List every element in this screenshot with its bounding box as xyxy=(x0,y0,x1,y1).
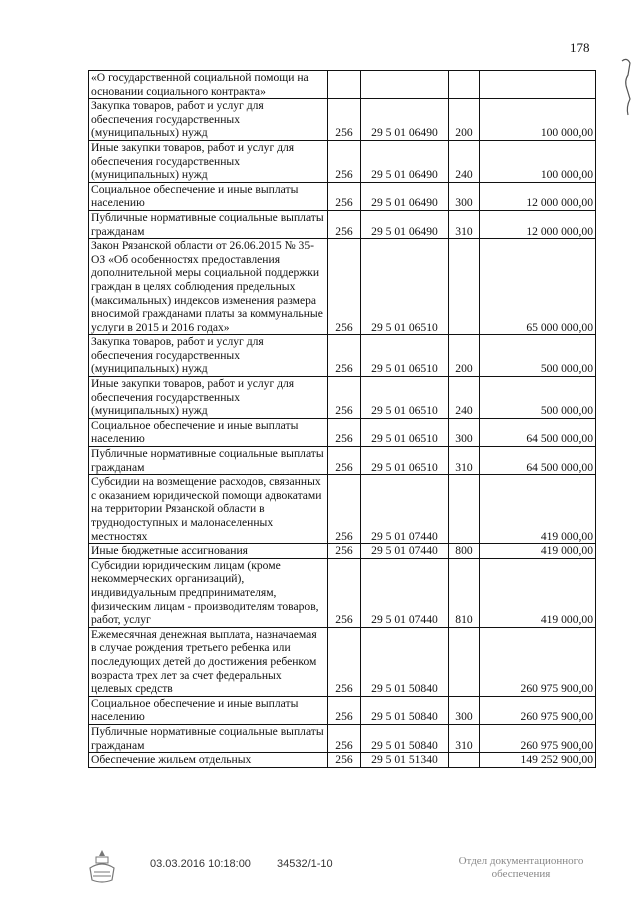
cell-code: 256 xyxy=(328,475,361,544)
cell-vr: 310 xyxy=(449,447,480,475)
cell-amount: 419 000,00 xyxy=(480,544,596,559)
table-row xyxy=(89,558,596,627)
cell-code: 256 xyxy=(328,696,361,724)
table-row xyxy=(89,71,596,99)
table-row xyxy=(89,239,596,335)
cell-csr: 29 5 01 51340 xyxy=(361,753,449,768)
cell-code: 256 xyxy=(328,210,361,238)
cell-vr: 800 xyxy=(449,544,480,559)
cell-csr xyxy=(361,71,449,99)
cell-csr: 29 5 01 06490 xyxy=(361,99,449,141)
cell-vr: 240 xyxy=(449,377,480,419)
cell-name: Закон Рязанской области от 26.06.2015 № 35-ОЗ «Об особенностях предоставления дополнительной меры социальной поддержки граждан в целях соблюдения предельных (максимальных) индексов изменения размера вносимой гражданами платы за коммунальные услуги в 2015 и 2016 годах» xyxy=(89,239,328,335)
cell-code: 256 xyxy=(328,627,361,696)
cell-amount: 100 000,00 xyxy=(480,99,596,141)
cell-csr: 29 5 01 07440 xyxy=(361,544,449,559)
cell-csr: 29 5 01 06490 xyxy=(361,140,449,182)
cell-code: 256 xyxy=(328,140,361,182)
cell-amount: 500 000,00 xyxy=(480,377,596,419)
table-row xyxy=(89,140,596,182)
cell-code: 256 xyxy=(328,335,361,377)
table-row xyxy=(89,182,596,210)
table-row xyxy=(89,377,596,419)
cell-code: 256 xyxy=(328,99,361,141)
table-row xyxy=(89,99,596,141)
cell-vr: 200 xyxy=(449,99,480,141)
cell-code xyxy=(328,71,361,99)
cell-csr: 29 5 01 06490 xyxy=(361,210,449,238)
cell-name: Субсидии на возмещение расходов, связанных с оказанием юридической помощи адвокатами на территории Рязанской области в труднодоступных и малонаселенных местностях xyxy=(89,475,328,544)
cell-amount: 419 000,00 xyxy=(480,475,596,544)
table-row xyxy=(89,210,596,238)
cell-amount: 149 252 900,00 xyxy=(480,753,596,768)
cell-name: Социальное обеспечение и иные выплаты населению xyxy=(89,182,328,210)
cell-csr: 29 5 01 06510 xyxy=(361,418,449,446)
cell-vr xyxy=(449,753,480,768)
cell-amount: 64 500 000,00 xyxy=(480,418,596,446)
cell-name: Закупка товаров, работ и услуг для обеспечения государственных (муниципальных) нужд xyxy=(89,335,328,377)
table-row xyxy=(89,418,596,446)
cell-csr: 29 5 01 50840 xyxy=(361,696,449,724)
cell-name: Закупка товаров, работ и услуг для обеспечения государственных (муниципальных) нужд xyxy=(89,99,328,141)
table-row xyxy=(89,724,596,752)
cell-vr: 810 xyxy=(449,558,480,627)
cell-code: 256 xyxy=(328,239,361,335)
cell-csr: 29 5 01 50840 xyxy=(361,627,449,696)
cell-name: Социальное обеспечение и иные выплаты населению xyxy=(89,418,328,446)
cell-csr: 29 5 01 06510 xyxy=(361,335,449,377)
table-row xyxy=(89,447,596,475)
cell-vr: 240 xyxy=(449,140,480,182)
footer-datetime: 03.03.2016 10:18:00 xyxy=(150,858,251,870)
cell-name: Ежемесячная денежная выплата, назначаемая в случае рождения третьего ребенка или последующих детей до достижения ребенком возраста трех лет за счет федеральных целевых средств xyxy=(89,627,328,696)
cell-amount: 260 975 900,00 xyxy=(480,724,596,752)
table-row xyxy=(89,335,596,377)
cell-name: Социальное обеспечение и иные выплаты населению xyxy=(89,696,328,724)
cell-amount: 260 975 900,00 xyxy=(480,696,596,724)
table-row xyxy=(89,544,596,559)
cell-vr xyxy=(449,627,480,696)
cell-name: Иные закупки товаров, работ и услуг для обеспечения государственных (муниципальных) нужд xyxy=(89,377,328,419)
cell-name: Субсидии юридическим лицам (кроме некоммерческих организаций), индивидуальным предпринимателям, физическим лицам - производителям товаров, работ, услуг xyxy=(89,558,328,627)
cell-name: «О государственной социальной помощи на основании социального контракта» xyxy=(89,71,328,99)
seal-emblem xyxy=(84,848,120,886)
cell-vr: 310 xyxy=(449,724,480,752)
edge-stamp-mark xyxy=(618,55,636,145)
cell-name: Публичные нормативные социальные выплаты гражданам xyxy=(89,210,328,238)
cell-code: 256 xyxy=(328,447,361,475)
cell-csr: 29 5 01 06510 xyxy=(361,239,449,335)
cell-amount xyxy=(480,71,596,99)
cell-csr: 29 5 01 06510 xyxy=(361,447,449,475)
cell-amount: 100 000,00 xyxy=(480,140,596,182)
cell-csr: 29 5 01 06510 xyxy=(361,377,449,419)
cell-name: Иные бюджетные ассигнования xyxy=(89,544,328,559)
cell-csr: 29 5 01 50840 xyxy=(361,724,449,752)
table-row xyxy=(89,475,596,544)
footer-department: Отдел документационного обеспечения xyxy=(458,855,584,880)
cell-amount: 65 000 000,00 xyxy=(480,239,596,335)
cell-name: Публичные нормативные социальные выплаты гражданам xyxy=(89,724,328,752)
cell-vr: 310 xyxy=(449,210,480,238)
cell-amount: 419 000,00 xyxy=(480,558,596,627)
cell-vr: 300 xyxy=(449,696,480,724)
cell-amount: 260 975 900,00 xyxy=(480,627,596,696)
budget-table xyxy=(88,70,596,768)
cell-csr: 29 5 01 07440 xyxy=(361,475,449,544)
cell-code: 256 xyxy=(328,544,361,559)
cell-amount: 12 000 000,00 xyxy=(480,210,596,238)
cell-code: 256 xyxy=(328,724,361,752)
footer-doc-number: 34532/1-10 xyxy=(277,858,333,870)
cell-vr: 300 xyxy=(449,418,480,446)
cell-vr: 200 xyxy=(449,335,480,377)
cell-code: 256 xyxy=(328,558,361,627)
cell-amount: 12 000 000,00 xyxy=(480,182,596,210)
cell-amount: 500 000,00 xyxy=(480,335,596,377)
table-row xyxy=(89,696,596,724)
cell-vr xyxy=(449,71,480,99)
table-row xyxy=(89,753,596,768)
cell-name: Иные закупки товаров, работ и услуг для обеспечения государственных (муниципальных) нужд xyxy=(89,140,328,182)
cell-code: 256 xyxy=(328,753,361,768)
cell-code: 256 xyxy=(328,377,361,419)
cell-csr: 29 5 01 07440 xyxy=(361,558,449,627)
cell-csr: 29 5 01 06490 xyxy=(361,182,449,210)
cell-name: Публичные нормативные социальные выплаты гражданам xyxy=(89,447,328,475)
table-row xyxy=(89,627,596,696)
cell-code: 256 xyxy=(328,418,361,446)
page-number: 178 xyxy=(570,40,590,55)
cell-code: 256 xyxy=(328,182,361,210)
cell-name: Обеспечение жильем отдельных xyxy=(89,753,328,768)
cell-vr xyxy=(449,239,480,335)
cell-vr: 300 xyxy=(449,182,480,210)
cell-amount: 64 500 000,00 xyxy=(480,447,596,475)
cell-vr xyxy=(449,475,480,544)
